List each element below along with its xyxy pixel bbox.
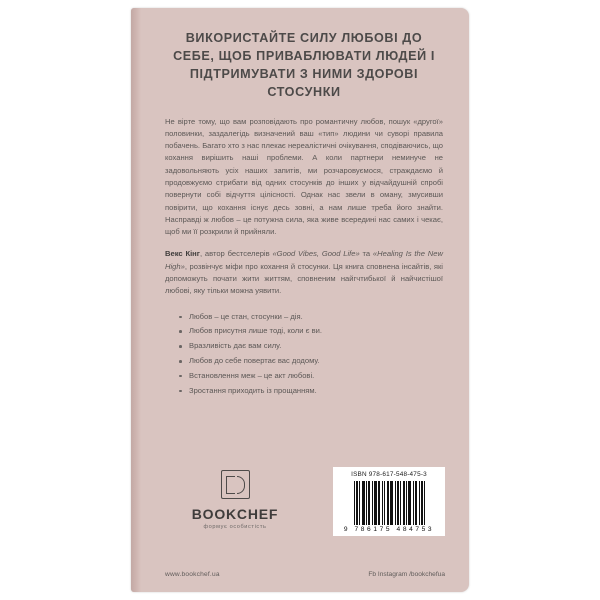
barcode-bars <box>338 481 440 525</box>
barcode-digits: 9 786175 484753 <box>343 526 435 533</box>
list-item: Любов – це стан, стосунки – дія. <box>165 310 443 325</box>
isbn-label: ISBN 978-617-548-475-3 <box>351 471 427 478</box>
publisher-social: Fb Instagram /bookchefua <box>368 571 445 578</box>
barcode-block <box>333 467 445 536</box>
author-text-post: , розвінчує міфи про кохання й стосунки. Ця книга сповнена інсайтів, які допоможуть почати жити життям, сповненим найгчтибької й найчистішої любові, яку тільки можна уявити. <box>165 261 443 296</box>
cover-footer <box>141 571 469 578</box>
list-item: Встановлення меж – це акт любові. <box>165 369 443 384</box>
publisher-name: BOOKCHEF <box>191 506 279 522</box>
author-book-title-1: «Good Vibes, Good Life» <box>272 249 360 259</box>
book-back-cover <box>131 8 469 592</box>
publisher-website: www.bookchef.ua <box>165 571 220 578</box>
publisher-logo <box>175 470 295 530</box>
book-spine-shading <box>131 8 141 592</box>
author-text-mid: та <box>359 249 373 259</box>
cover-author-paragraph <box>165 248 443 297</box>
list-item: Любов присутня лише тоді, коли є ви. <box>165 324 443 339</box>
list-item: Вразливість дає вам силу. <box>165 339 443 354</box>
cover-body-paragraph: Не вірте тому, що вам розповідають про романтичну любов, пошук «другої» половинки, заздалегідь визначений ваш «тип» людини чи суворі правила побачень. Багато хто з нас плекає нереалістичні очікування, сподіваючись, що кохання вирішить наші проблеми. А коли партнери неминуче не задовольняють усіх наших запитів, ми розчаровуємося, страждаємо й продовжуємо стрибати від одних стосунків до інших у відчайдушній спробі повернути собі відчуття цілісності. Однак нас звели в оману, змусивши повірити, що кохання існує десь зовні, а нам лише треба його знайти. Насправді ж любов – це потужна сила, яка живе всередині нас самих і чекає, щоб ми її розкрили й прийняли. <box>165 116 443 237</box>
list-item: Любов до себе повертає вас додому. <box>165 354 443 369</box>
bookchef-logo-icon <box>221 470 250 499</box>
author-book-title-2: «Healing Is the New High» <box>165 249 443 271</box>
publisher-tagline: формує особистість <box>203 524 267 530</box>
cover-bullet-list <box>165 310 443 399</box>
author-name: Векс Кінг <box>165 249 200 259</box>
list-item: Зростання приходить із прощанням. <box>165 384 443 399</box>
cover-headline: ВИКОРИСТАЙТЕ СИЛУ ЛЮБОВІ ДО СЕБЕ, ЩОБ ПРИВАБЛЮВАТИ ЛЮДЕЙ І ПІДТРИМУВАТИ З НИМИ ЗДОРОВІ СТОСУНКИ <box>173 31 435 99</box>
author-text-pre: , автор бестселерів <box>199 249 273 259</box>
